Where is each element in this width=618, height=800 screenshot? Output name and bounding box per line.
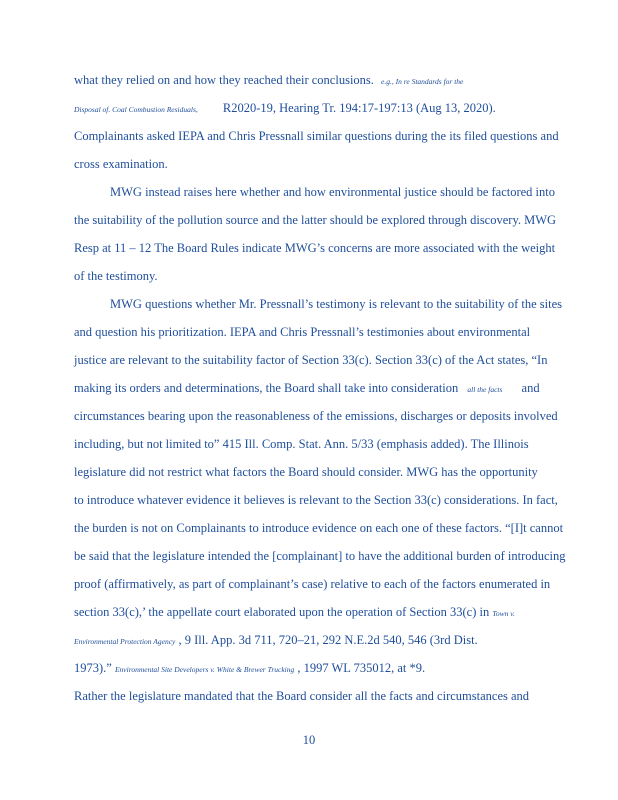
text-line (74, 576, 604, 592)
text-line (74, 464, 604, 480)
text-run: to introduce whatever evidence it believes is relevant to the Section 33(c) considerations. In fact, (74, 493, 558, 507)
text-run: be said that the legislature intended the [complainant] to have the additional burden of introducing (74, 549, 566, 563)
text-run: making its orders and determinations, the Board shall take into consideration (74, 381, 459, 395)
text-line (74, 72, 604, 90)
text-run: proof (affirmatively, as part of complainant’s case) relative to each of the factors enumerated in (74, 577, 551, 591)
text-run: MWG instead raises here whether and how environmental justice should be factored into (110, 185, 556, 199)
text-run: MWG questions whether Mr. Pressnall’s testimony is relevant to the suitability of the sites (110, 297, 563, 311)
text-line (74, 156, 604, 172)
text-run: Rather the legislature mandated that the Board consider all the facts and circumstances and (74, 689, 530, 703)
text-line (110, 184, 604, 200)
citation-run: Disposal of. Coal Combustion Residuals, (74, 105, 198, 114)
text-run: and question his prioritization. IEPA and Chris Pressnall’s testimonies about environmental (74, 325, 531, 339)
text-run: Resp at 11 – 12 The Board Rules indicate MWG’s concerns are more associated with the weight (74, 241, 556, 255)
text-run: what they relied on and how they reached their conclusions. (74, 73, 374, 87)
citation-run: , 1997 WL 735012, at *9. (297, 661, 426, 675)
text-run: Complainants asked IEPA and Chris Pressnall similar questions during the (74, 129, 447, 143)
page-number: 10 (302, 733, 316, 747)
text-run: the burden is not on Complainants to introduce evidence on each one of these factors. (74, 521, 502, 535)
text-run: legislature did not restrict what factors the Board should consider. (74, 465, 404, 479)
text-line (74, 604, 604, 622)
emphasis-run: all the facts (467, 385, 503, 394)
citation-run: e.g., In re Standards for the (381, 77, 464, 86)
text-line (74, 492, 604, 508)
text-line (74, 548, 604, 564)
text-line (74, 520, 604, 536)
text-line (74, 688, 604, 704)
citation-run: R2020-19, Hearing Tr. 194:17-197:13 (Aug 13, 2020). (222, 101, 496, 115)
text-line (74, 268, 604, 284)
text-line (74, 128, 604, 144)
text-run: Section 33(c) of the Act states, “In (374, 353, 548, 367)
text-run: circumstances bearing upon the reasonableness of the emissions, discharges or deposits involved (74, 409, 558, 423)
text-run: cross examination. (74, 157, 168, 171)
citation-run: Environmental Site Developers v. White & Brewer Trucking (114, 665, 295, 674)
text-line (74, 100, 604, 118)
text-line (74, 408, 604, 424)
text-run: 1973).” (74, 661, 112, 675)
citation-run: Town v. (492, 609, 515, 618)
text-run: including, but not limited to” 415 Ill. Comp. Stat. Ann. 5/33 (emphasis added). The Illinois (74, 437, 529, 451)
text-line (74, 436, 604, 452)
text-run: MWG (524, 213, 557, 227)
text-line (110, 296, 604, 312)
text-line (74, 240, 604, 256)
text-line (74, 660, 604, 678)
text-run: section 33(c),’ the appellate court elaborated upon the operation of Section 33(c) in (74, 605, 490, 619)
text-line (74, 352, 604, 368)
text-run: “[I]t cannot (505, 521, 564, 535)
text-line (74, 324, 604, 340)
text-run: the suitability of the pollution source and the latter should be explored through discovery. (74, 213, 522, 227)
text-run: of the testimony. (74, 269, 158, 283)
text-line (74, 632, 604, 650)
text-line (74, 212, 604, 228)
text-run: its filed questions and (449, 129, 559, 143)
text-run: and (521, 381, 540, 395)
text-run: justice are relevant to the suitability factor of Section 33(c). (74, 353, 372, 367)
text-line (74, 380, 604, 398)
citation-run: Environmental Protection Agency (74, 637, 176, 646)
text-run: MWG has the opportunity (406, 465, 538, 479)
citation-run: , 9 Ill. App. 3d 711, 720–21, 292 N.E.2d 540, 546 (3rd Dist. (178, 633, 478, 647)
